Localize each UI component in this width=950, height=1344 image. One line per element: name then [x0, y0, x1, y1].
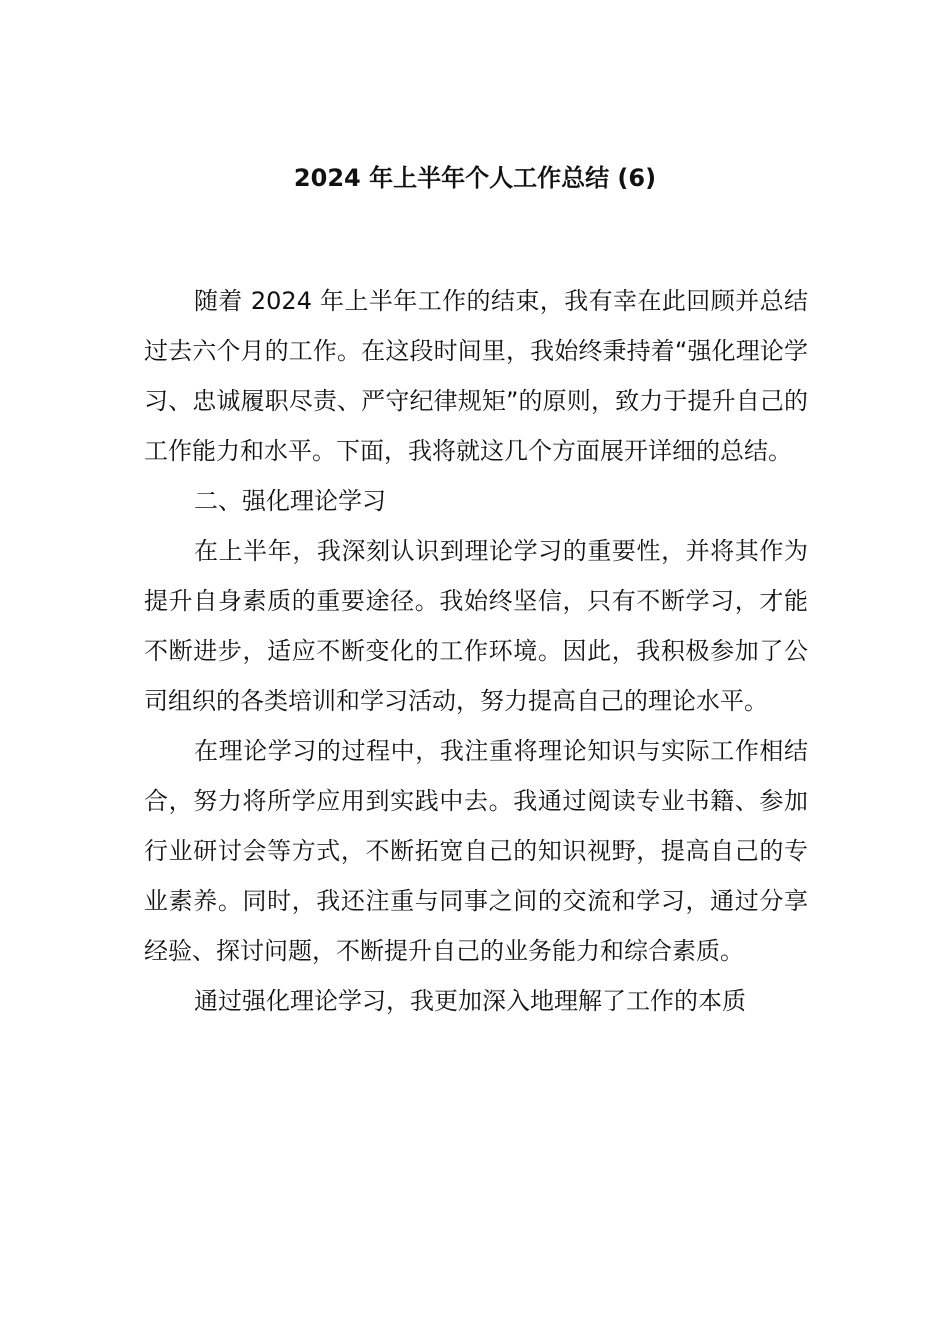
paragraph: 通过强化理论学习，我更加深入地理解了工作的本质 [194, 987, 746, 1015]
paragraph: 在上半年，我深刻认识到理论学习的重要性，并将其作为提升自身素质的重要途径。我始终坚信，只有不断学习，才能不断进步，适应不断变化的工作环境。因此，我积极参加了公司组织的各类培训和学习活动，努力提高自己的理论水平。 [144, 537, 808, 715]
document-body [144, 276, 808, 1026]
section-heading: 二、强化理论学习 [194, 487, 386, 515]
paragraph-intro: 随着 2024 年上半年工作的结束，我有幸在此回顾并总结过去六个月的工作。在这段时间里，我始终秉持着“强化理论学习、忠诚履职尽责、严守纪律规矩”的原则，致力于提升自己的工作能力和水平。下面，我将就这几个方面展开详细的总结。 [144, 287, 808, 465]
paragraph: 在理论学习的过程中，我注重将理论知识与实际工作相结合，努力将所学应用到实践中去。我通过阅读专业书籍、参加行业研讨会等方式，不断拓宽自己的知识视野，提高自己的专业素养。同时，我还注重与同事之间的交流和学习，通过分享经验、探讨问题，不断提升自己的业务能力和综合素质。 [144, 737, 808, 965]
document-title: 2024 年上半年个人工作总结 (6) [293, 164, 657, 192]
